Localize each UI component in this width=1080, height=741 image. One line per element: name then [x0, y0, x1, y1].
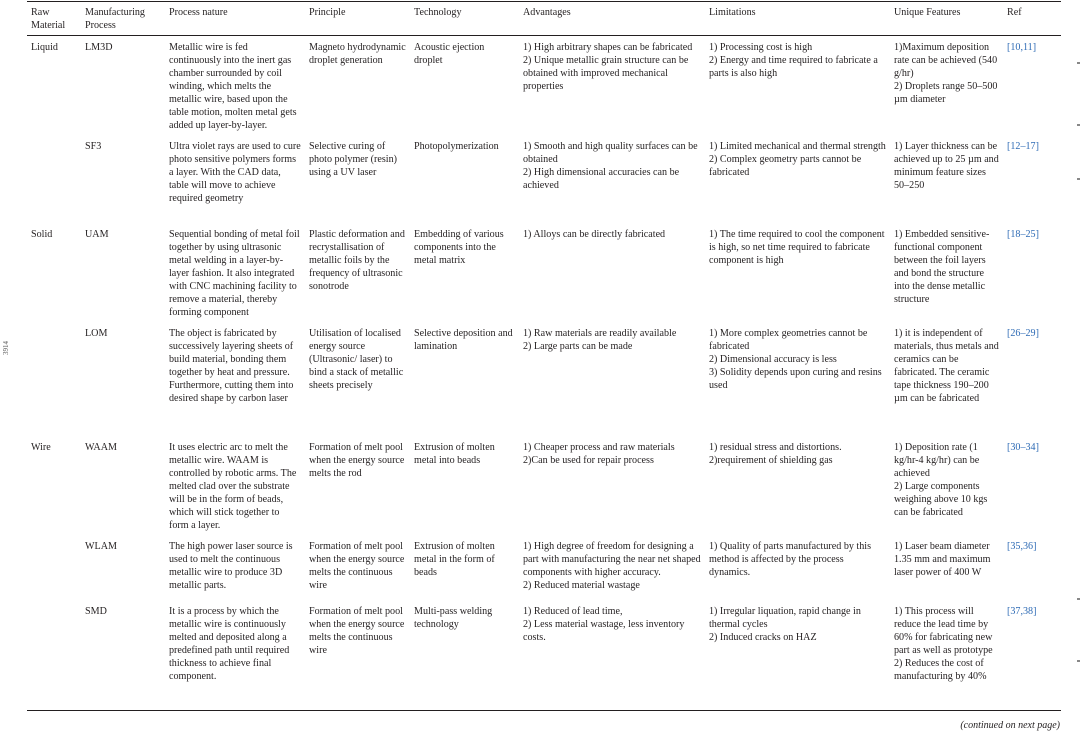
cell-process: UAM	[85, 228, 109, 240]
cell-process: WLAM	[85, 540, 117, 552]
cell-nature: It uses electric arc to melt the metallic wire. WAAM is controlled by robotic arms. The melted clad over the substrate will be in the form of beads, which will stick together to form a layer.	[169, 441, 297, 531]
cell-material	[27, 140, 81, 223]
cell-material	[27, 327, 81, 436]
cell-technology: Acoustic ejection droplet	[414, 42, 485, 66]
advantage-item: 1) High degree of freedom for designing a part with manufacturing the near net shaped components with higher accuracy.	[523, 540, 701, 578]
advantage-item: 2) Large parts can be made	[523, 340, 633, 352]
cell-principle: Magneto hydrodynamic droplet generation	[309, 42, 406, 66]
cell-process: LOM	[85, 327, 108, 339]
cell-principle: Utilisation of localised energy source (Ultrasonic/ laser) to bind a stack of metallic sheets precisely	[309, 327, 404, 391]
unique-item: 2) Large components weighing above 10 kgs can be fabricated	[894, 480, 988, 518]
reference-link[interactable]: [37,38]	[1003, 605, 1061, 711]
cell-material: Wire	[31, 441, 51, 453]
advantage-item: 1) Cheaper process and raw materials	[523, 441, 675, 453]
limitation-item: 1) Quality of parts manufactured by this method is affected by the process dynamics.	[709, 540, 872, 578]
header-technology: Technology	[410, 2, 519, 36]
unique-item: 1) Laser beam diameter 1.35 mm and maximum laser power of 400 W	[894, 540, 991, 578]
table-row	[27, 605, 1061, 711]
cell-material	[27, 540, 81, 605]
cell-unique-features	[890, 605, 1003, 711]
reference-link[interactable]: [30–34]	[1007, 441, 1039, 453]
unique-item: 1) it is independent of materials, thus metals and ceramics can be fabricated. The ceramic tape thickness 190–200 µm can be fabricated	[894, 327, 999, 404]
cell-advantages	[519, 36, 705, 140]
cell-limitations	[705, 223, 890, 327]
cell-advantages	[519, 140, 705, 223]
unique-item: 1) Embedded sensitive- functional component between the foil layers and bond the structure into the dense metallic structure	[894, 228, 990, 305]
cell-nature: The high power laser source is used to melt the continuous metallic wire to produce 3D metallic parts.	[169, 540, 293, 591]
cell-unique-features	[890, 540, 1003, 605]
cell-nature: The object is fabricated by successively layering sheets of build material, bonding them together by heat and pressure. Furthermore, cutting them into desired shape by carbon laser	[169, 327, 294, 404]
cell-limitations	[705, 327, 890, 436]
advantage-item: 1) Raw materials are readily available	[523, 327, 677, 339]
advantage-item: 2) Reduced material wastage	[523, 579, 640, 591]
cell-nature: Metallic wire is fed continuously into the inert gas chamber surrounded by coil winding, which melts the metallic wire, based upon the table motion, molten metal gets added up layer-by-layer.	[169, 42, 297, 131]
cell-advantages	[519, 223, 705, 327]
cell-unique-features	[890, 36, 1003, 140]
header-unique-features: Unique Features	[890, 2, 1003, 36]
limitation-item: 2) Energy and time required to fabricate a parts is also high	[709, 55, 878, 79]
header-ref: Ref	[1003, 2, 1061, 36]
unique-item: 1) Layer thickness can be achieved up to 25 µm and minimum feature sizes 50–250	[894, 140, 999, 191]
advantage-item: 1) Reduced of lead time,	[523, 605, 623, 617]
cell-nature: Ultra violet rays are used to cure photo sensitive polymers forms a layer. With the CAD data, table will move to achieve required geometry	[169, 140, 301, 204]
limitation-item: 1) Limited mechanical and thermal strength	[709, 140, 886, 152]
cell-advantages	[519, 327, 705, 436]
limitation-item: 3) Solidity depends upon curing and resins used	[709, 366, 882, 391]
table-row	[27, 36, 1061, 140]
table-header-row	[27, 2, 1061, 36]
cell-limitations	[705, 436, 890, 540]
advantage-item: 1) Smooth and high quality surfaces can be obtained	[523, 140, 698, 165]
limitation-item: 2)requirement of shielding gas	[709, 454, 833, 466]
limitation-item: 1) residual stress and distortions.	[709, 441, 842, 453]
advantage-item: 2)Can be used for repair process	[523, 454, 654, 466]
advantage-item: 2) Less material wastage, less inventory costs.	[523, 618, 685, 643]
header-advantages: Advantages	[519, 2, 705, 36]
cell-process: SMD	[81, 605, 165, 711]
cell-process: LM3D	[85, 42, 113, 53]
reference-link[interactable]: [18–25]	[1007, 228, 1039, 240]
limitation-item: 1) More complex geometries cannot be fabricated	[709, 327, 868, 352]
cell-process: WAAM	[85, 441, 117, 453]
unique-item: 1) Deposition rate (1 kg/hr-4 kg/hr) can be achieved	[894, 441, 980, 479]
cell-limitations	[705, 36, 890, 140]
cell-material	[27, 605, 81, 711]
table-row	[27, 436, 1061, 540]
header-manufacturing-process: Manufacturing Process	[81, 2, 165, 36]
cell-unique-features	[890, 436, 1003, 540]
cell-limitations	[705, 140, 890, 223]
advantage-item: 2) High dimensional accuracies can be achieved	[523, 166, 680, 191]
limitation-item: 1) Irregular liquation, rapid change in thermal cycles	[709, 605, 861, 630]
cell-advantages	[519, 436, 705, 540]
cell-technology: Extrusion of molten metal into beads	[414, 441, 495, 466]
header-limitations: Limitations	[705, 2, 890, 36]
reference-link[interactable]: [10,11]	[1007, 42, 1037, 53]
cell-unique-features	[890, 223, 1003, 327]
cell-principle: Plastic deformation and recrystallisation of metallic foils by the frequency of ultrasonic sonotrode	[309, 228, 405, 292]
cell-technology: Extrusion of molten metal in the form of beads	[414, 540, 495, 578]
table-row	[27, 540, 1061, 605]
unique-item: 1) This process will reduce the lead time by 60% for fabricating new part as well as prototype	[894, 605, 993, 656]
cell-nature: It is a process by which the metallic wire is continuously melted and deposited along a predefined path until required thickness to achieve final component.	[165, 605, 305, 711]
limitation-item: 1) Processing cost is high	[709, 42, 813, 53]
comparison-table	[27, 1, 1061, 711]
cell-technology: Multi-pass welding technology	[410, 605, 519, 711]
cell-principle: Formation of melt pool when the energy source melts the rod	[309, 441, 405, 479]
cell-technology: Selective deposition and lamination	[414, 327, 513, 352]
unique-item: 1)Maximum deposition rate can be achieved (540 g/hr)	[894, 42, 998, 79]
advantage-item: 1) Alloys can be directly fabricated	[523, 228, 666, 240]
advantage-item: 1) High arbitrary shapes can be fabricated	[523, 42, 693, 53]
limitation-item: 2) Induced cracks on HAZ	[709, 631, 817, 643]
cell-advantages	[519, 540, 705, 605]
cell-unique-features	[890, 140, 1003, 223]
limitation-item: 2) Complex geometry parts cannot be fabricated	[709, 153, 862, 178]
table-row	[27, 140, 1061, 223]
cell-unique-features	[890, 327, 1003, 436]
cell-principle: Formation of melt pool when the energy source melts the continuous wire	[305, 605, 410, 711]
unique-item: 2) Reduces the cost of manufacturing by 40%	[894, 657, 987, 682]
cell-principle: Selective curing of photo polymer (resin) using a UV laser	[309, 140, 398, 178]
cell-principle: Formation of melt pool when the energy source melts the continuous wire	[309, 540, 405, 591]
reference-link[interactable]: [12–17]	[1007, 140, 1039, 152]
limitation-item: 1) The time required to cool the component is high, so net time required to fabricate component is high	[709, 228, 885, 266]
continued-note: (continued on next page)	[960, 720, 1060, 731]
reference-link[interactable]: [35,36]	[1007, 540, 1037, 552]
cell-nature: Sequential bonding of metal foil together by using ultrasonic metal welding in a layer-by-layer fashion. It also integrated with CNC machining facility to remove a material, thereby forming component	[169, 228, 300, 318]
cell-limitations	[705, 605, 890, 711]
cell-material: Solid	[31, 228, 53, 240]
cell-technology: Photopolymerization	[414, 140, 499, 152]
header-principle: Principle	[305, 2, 410, 36]
header-process-nature: Process nature	[165, 2, 305, 36]
page-number-side: 3914	[2, 341, 10, 355]
reference-link[interactable]: [26–29]	[1007, 327, 1039, 339]
advantage-item: 2) Unique metallic grain structure can be obtained with improved mechanical properties	[523, 55, 689, 92]
cell-technology: Embedding of various components into the metal matrix	[414, 228, 504, 266]
table-row	[27, 223, 1061, 327]
limitation-item: 2) Dimensional accuracy is less	[709, 353, 837, 365]
cell-advantages	[519, 605, 705, 711]
cell-material: Liquid	[31, 42, 58, 53]
table-row	[27, 327, 1061, 436]
header-raw-material: Raw Material	[27, 2, 81, 36]
cell-limitations	[705, 540, 890, 605]
cell-process: SF3	[85, 140, 102, 152]
unique-item: 2) Droplets range 50–500 µm diameter	[894, 81, 998, 105]
